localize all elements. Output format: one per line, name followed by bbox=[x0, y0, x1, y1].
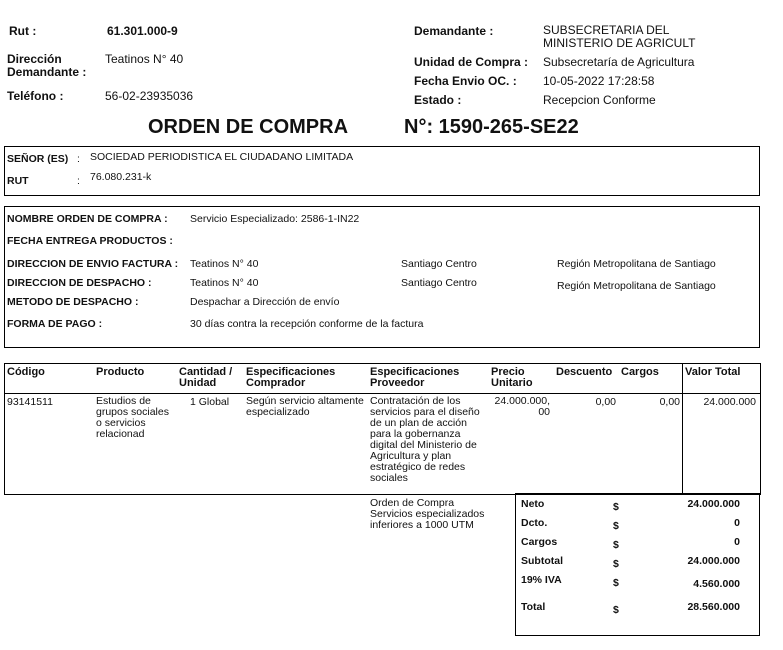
direccion-envio-region: Región Metropolitana de Santiago bbox=[557, 258, 716, 270]
rut-value: 61.301.000-9 bbox=[107, 24, 178, 38]
cell-esp-comprador: Según servicio altamente especializado bbox=[246, 395, 364, 418]
direccion-despacho-label: DIRECCION DE DESPACHO : bbox=[7, 277, 152, 289]
nombre-orden-value: Servicio Especializado: 2586-1-IN22 bbox=[190, 213, 360, 225]
totals-currency-cargos: $ bbox=[613, 539, 619, 551]
totals-currency-19-iva: $ bbox=[613, 577, 619, 589]
totals-label-cargos: Cargos bbox=[521, 536, 558, 548]
header-valor-total: Valor Total bbox=[685, 366, 741, 378]
order-number: N°: 1590-265-SE22 bbox=[404, 116, 579, 138]
totals-value-total: 28.560.000 bbox=[687, 601, 740, 613]
totals-currency-neto: $ bbox=[613, 501, 619, 513]
forma-pago-value: 30 días contra la recepción conforme de la factura bbox=[190, 318, 424, 330]
direccion-despacho-value: Teatinos N° 40 bbox=[190, 277, 259, 289]
header-esp-comprador: Especificaciones Comprador bbox=[246, 366, 336, 389]
cell-cargos: 0,00 bbox=[659, 396, 680, 408]
totals-value-19-iva: 4.560.000 bbox=[693, 578, 740, 590]
totals-label-19-iva: 19% IVA bbox=[521, 574, 562, 586]
cell-descuento: 0,00 bbox=[595, 396, 616, 408]
totals-value-dcto: 0 bbox=[734, 517, 740, 529]
totals-label-dcto: Dcto. bbox=[521, 517, 548, 529]
totals-currency-total: $ bbox=[613, 604, 619, 616]
direccion-value: Teatinos N° 40 bbox=[105, 52, 184, 66]
unidad-label: Unidad de Compra : bbox=[414, 55, 529, 69]
direccion-envio-label: DIRECCION DE ENVIO FACTURA : bbox=[7, 258, 179, 270]
fecha-envio-label: Fecha Envio OC. : bbox=[414, 74, 517, 88]
totals-value-cargos: 0 bbox=[734, 536, 740, 548]
telefono-label: Teléfono : bbox=[7, 89, 64, 103]
direccion-envio-comuna: Santiago Centro bbox=[401, 258, 477, 270]
header-cargos: Cargos bbox=[621, 366, 659, 378]
table-right-border bbox=[760, 363, 761, 494]
demandante-label: Demandante : bbox=[414, 24, 494, 38]
supplier-rut-label: RUT bbox=[7, 175, 29, 187]
table-left-border bbox=[4, 363, 5, 494]
totals-currency-dcto: $ bbox=[613, 520, 619, 532]
totals-label-total: Total bbox=[521, 601, 546, 613]
totals-label-subtotal: Subtotal bbox=[521, 555, 563, 567]
estado-label: Estado : bbox=[414, 93, 462, 107]
direccion-despacho-region: Región Metropolitana de Santiago bbox=[557, 280, 716, 292]
forma-pago-label: FORMA DE PAGO : bbox=[7, 318, 103, 330]
direccion-despacho-comuna: Santiago Centro bbox=[401, 277, 477, 289]
table-header-border bbox=[4, 393, 761, 394]
table-top-border bbox=[4, 363, 761, 364]
header-producto: Producto bbox=[96, 366, 145, 378]
cell-valor-total: 24.000.000 bbox=[703, 396, 756, 408]
document-title: ORDEN DE COMPRA bbox=[148, 116, 349, 138]
header-precio: Precio Unitario bbox=[491, 366, 533, 389]
totals-value-neto: 24.000.000 bbox=[687, 498, 740, 510]
unidad-value: Subsecretaría de Agricultura bbox=[543, 55, 695, 69]
estado-value: Recepcion Conforme bbox=[543, 93, 656, 107]
totals-currency-subtotal: $ bbox=[613, 558, 619, 570]
header-esp-proveedor: Especificaciones Proveedor bbox=[370, 366, 460, 389]
direccion-envio-value: Teatinos N° 40 bbox=[190, 258, 259, 270]
header-codigo: Código bbox=[7, 366, 45, 378]
nombre-orden-label: NOMBRE ORDEN DE COMPRA : bbox=[7, 213, 168, 225]
cell-cantidad: 1 Global bbox=[190, 396, 230, 408]
cell-esp-proveedor: Contratación de los servicios para el diseño de un plan de acción para la gobernanza digital del Ministerio de Agricultura y plan estratégico de redes sociales bbox=[370, 395, 480, 484]
supplier-rut-value: 76.080.231-k bbox=[90, 171, 152, 183]
cell-producto: Estudios de grupos sociales o servicios relacionad bbox=[96, 395, 169, 440]
supplier-rut-colon: : bbox=[77, 175, 80, 187]
metodo-despacho-label: METODO DE DESPACHO : bbox=[7, 296, 139, 308]
cell-precio: 24.000.000, 00 bbox=[494, 395, 550, 418]
totals-label-neto: Neto bbox=[521, 498, 545, 510]
header-cantidad: Cantidad / Unidad bbox=[179, 366, 233, 389]
order-note: Orden de Compra Servicios especializados inferiores a 1000 UTM bbox=[370, 497, 485, 531]
senor-value: SOCIEDAD PERIODISTICA EL CIUDADANO LIMITADA bbox=[90, 151, 354, 163]
totals-value-subtotal: 24.000.000 bbox=[687, 555, 740, 567]
fecha-envio-value: 10-05-2022 17:28:58 bbox=[543, 74, 655, 88]
direccion-label: Dirección Demandante : bbox=[7, 52, 87, 79]
senor-label: SEÑOR (ES) bbox=[7, 153, 69, 165]
demandante-value: SUBSECRETARIA DEL MINISTERIO DE AGRICULT bbox=[543, 23, 696, 50]
table-valor-divider bbox=[682, 363, 683, 494]
telefono-value: 56-02-23935036 bbox=[105, 89, 194, 103]
metodo-despacho-value: Despachar a Dirección de envío bbox=[190, 296, 340, 308]
rut-label: Rut : bbox=[9, 24, 37, 38]
header-descuento: Descuento bbox=[556, 366, 613, 378]
senor-colon: : bbox=[77, 153, 80, 165]
cell-codigo: 93141511 bbox=[7, 396, 53, 408]
fecha-entrega-label: FECHA ENTREGA PRODUCTOS : bbox=[7, 235, 173, 247]
